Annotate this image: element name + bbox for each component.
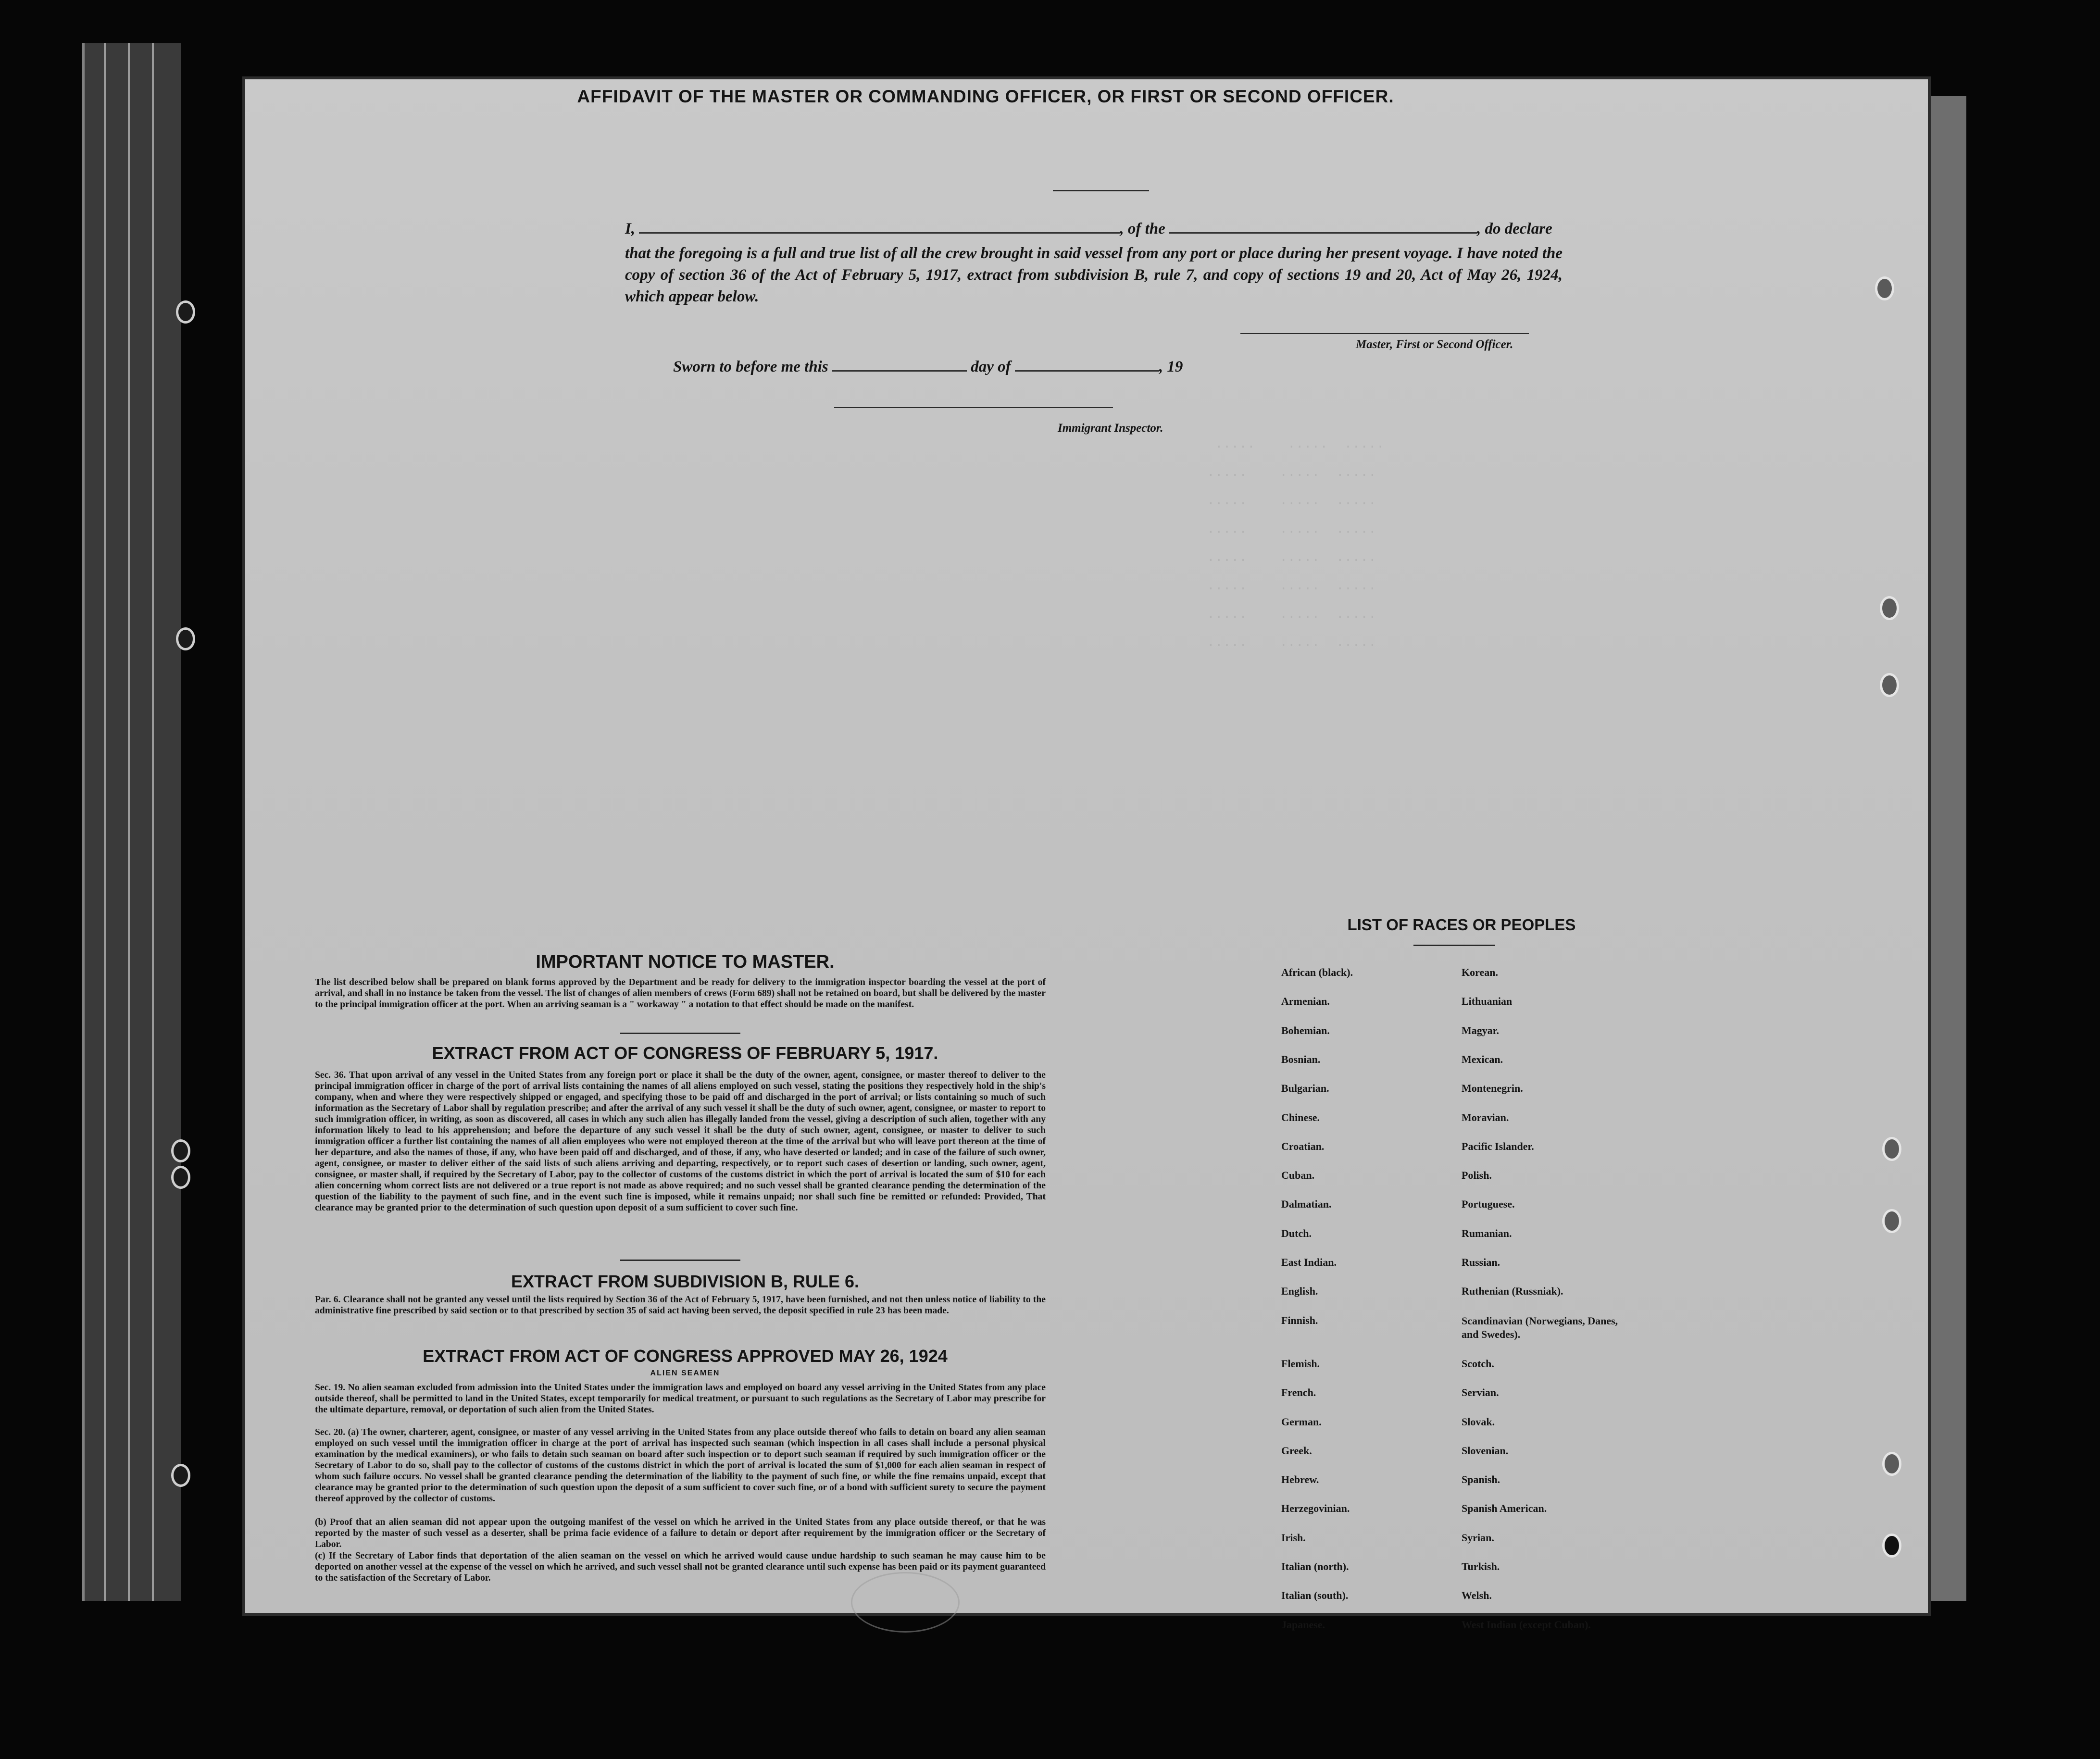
master-signature-line[interactable] [1240,333,1529,334]
race-item: Slovak. [1462,1415,1495,1428]
race-item: Slovenian. [1462,1444,1509,1457]
race-item: French. [1281,1386,1316,1399]
race-item: Welsh. [1462,1589,1492,1602]
race-item: Russian. [1462,1256,1500,1268]
race-item: Spanish. [1462,1473,1500,1486]
race-item: Spanish American. [1462,1502,1547,1515]
race-item: Rumanian. [1462,1227,1512,1239]
divider [620,1260,740,1261]
page-edge [152,43,154,1601]
race-item: West Indian (except Cuban). [1462,1618,1591,1631]
declaration-i: I, [625,220,636,237]
race-item: Dalmatian. [1281,1198,1332,1210]
race-item: Croatian. [1281,1140,1325,1152]
race-item: African (black). [1281,966,1353,978]
master-signature-caption: Master, First or Second Officer. [1356,338,1513,351]
race-item: Bulgarian. [1281,1082,1329,1095]
race-item: Korean. [1462,966,1498,978]
declaration-declare: , do declare [1477,220,1552,237]
punch-hole [1875,276,1894,300]
punch-hole [1882,1452,1901,1476]
sworn-prefix: Sworn to before me this [673,358,828,375]
race-item: Mexican. [1462,1053,1503,1065]
races-title: LIST OF RACES OR PEOPLES [1347,916,1576,934]
race-item: Montenegrin. [1462,1082,1523,1095]
sworn-year: , 19 [1159,358,1183,375]
sec20a-body: Sec. 20. (a) The owner, charterer, agent, consignee, or master of any vessel arriving in the United States from any place outside thereof who fails to detain on board any alien seaman employed on such vessel until the immigration officer in charge at the port of arrival has inspected such seaman (which inspection in all cases shall include a personal physical examination by the medical examiners), or who fails to detain such seaman on board after such inspection or to deport such seaman if required by such immigration officer or the Secretary of Labor to do so, shall pay to the collector of customs of the customs district in which the port of arrival is located the sum of $1,000 for each alien seaman in respect of whom such failure occurs. No vessel shall be granted clearance pending the determination of the liability to the payment of such fine, or while the fine remains unpaid, except that clearance may be granted prior to the determination of such question upon the deposit of a sum sufficient to cover such fine, or of a bond with sufficient surety to secure the payment thereof approved by the collector of customs. [315,1427,1046,1504]
race-item: Ruthenian (Russniak). [1462,1285,1563,1297]
page-edge [128,43,130,1601]
race-item: Armenian. [1281,995,1330,1008]
faint-stamp [851,1572,960,1633]
race-item: East Indian. [1281,1256,1337,1268]
alien-seamen-subtitle: ALIEN SEAMEN [650,1369,720,1377]
punch-hole [1880,596,1899,620]
race-item: Scotch. [1462,1357,1494,1370]
page-edge [104,43,106,1601]
binder-hole [176,300,195,324]
race-item: German. [1281,1415,1322,1428]
race-item: Portuguese. [1462,1198,1515,1210]
race-item: Scandinavian (Norwegians, Danes, and Swedes). [1462,1314,1618,1340]
binder-hole [176,627,195,650]
punch-hole [1880,673,1899,697]
race-item: Lithuanian [1462,995,1512,1008]
race-item: Polish. [1462,1169,1492,1182]
extract-1917-body: Sec. 36. That upon arrival of any vessel in the United States from any foreign port or place it shall be the duty of the owner, agent, consignee, or master thereof to deliver to the principal immigration officer in charge of the port of arrival lists containing the names of all aliens employed on such vessel, stating the positions they respectively hold in the ship's company, when and where they were respectively shipped or engaged, and specifying those to be paid off and discharged in the port of arrival; or lists containing so much of such information as the Secretary of Labor shall by regulation prescribe; and after the arrival of any such vessel it shall be the duty of such owner, agent, consignee, or master to report to such immigration officer, in writing, as soon as discovered, all cases in which any such alien has illegally landed from the vessel, giving a description of such alien, together with any information likely to lead to his apprehension; and before the departure of any such vessel it shall be the duty of such owner, agent, consignee, or master to deliver to such immigration officer a further list containing the names of all alien employees who were not employed thereon at the time of the arrival but who will leave port thereon at the time of her departure, and also the names of those, if any, who have been paid off and discharged, and of those, if any, who have deserted or landed; and in case of the failure of such owner, agent, consignee, or master to deliver either of the said lists of such aliens arriving and departing, respectively, or to report such cases of desertion or landing, such owner, agent, consignee, or master shall, if required by the Secretary of Labor, pay to the collector of customs of the customs district in which the port of arrival is located the sum of $10 for each alien concerning whom correct lists are not delivered or a true report is not made as above required; and no such vessel shall be granted clearance pending the determination of the question of the liability to the payment of such fine, and in the event such fine is imposed, while it remains unpaid; nor shall such fine be remitted or refunded: Provided, That clearance may be granted prior to the determination of such question upon deposit of a sum sufficient to cover such fine. [315,1070,1046,1213]
vessel-name-blank[interactable] [1169,219,1477,234]
race-item: Cuban. [1281,1169,1315,1182]
binder-hole [171,1464,190,1487]
punch-hole [1882,1534,1901,1558]
divider [620,1033,740,1034]
sworn-line [673,357,1183,376]
punch-hole [1882,1137,1901,1161]
race-item: Italian (north). [1281,1560,1349,1572]
race-item: Magyar. [1462,1024,1500,1036]
race-item: Irish. [1281,1531,1306,1544]
notice-body: The list described below shall be prepared on blank forms approved by the Department and be ready for delivery to the immigration inspector boarding the vessel at the port of arrival, and shall in no instance be taken from the vessel. The list of changes of alien members of crews (Form 689) shall not be retained on board, but shall be delivered by the master to the principal immigration officer at the port. When an arriving seaman is a " workaway " a notation to that effect should be made on the manifest. [315,977,1046,1010]
rule6-body: Par. 6. Clearance shall not be granted any vessel until the lists required by Section 36 of the Act of February 5, 1917, have been furnished, and not then unless notice of liability to the administrative fine prescribed by said section or to that prescribed by section 35 of said act having been served, the deposit specified in rule 23 has been made. [315,1295,1046,1316]
race-item: Turkish. [1462,1560,1500,1572]
punch-hole [1882,1209,1901,1233]
divider [1053,190,1149,191]
race-item: Dutch. [1281,1227,1312,1239]
rule6-title: EXTRACT FROM SUBDIVISION B, RULE 6. [511,1272,860,1291]
binder-strip [82,43,181,1601]
declaration-of-the: , of the [1120,220,1165,237]
race-item: Bosnian. [1281,1053,1321,1065]
notice-title: IMPORTANT NOTICE TO MASTER. [536,952,835,972]
bleed-through-text: ..... ..... ..... ..... ..... ..... ..... ..... ..... ..... ..... ..... ..... ..... ..... ..... ..... ..... ..... ..... ..... ..... ..... ..... [1207,437,1385,650]
divider [1413,945,1495,946]
race-item: English. [1281,1285,1318,1297]
race-item: Flemish. [1281,1357,1320,1370]
sec20c-body: (c) If the Secretary of Labor finds that deportation of the alien seaman on the vessel on which he arrived would cause undue hardship to such seaman he may cause him to be deported on another vessel at the expense of the vessel on which he arrived, and such vessel shall not be granted clearance until such expense has been paid or its payment guaranteed to the satisfaction of the Secretary of Labor. [315,1551,1046,1583]
inspector-signature-caption: Immigrant Inspector. [1058,422,1163,435]
race-item: Servian. [1462,1386,1499,1399]
race-item: Herzegovinian. [1281,1502,1350,1515]
sworn-month-blank[interactable] [1015,357,1159,372]
sworn-day-label: day of [971,358,1011,375]
extract-1924-title: EXTRACT FROM ACT OF CONGRESS APPROVED MAY 26, 1924 [423,1346,948,1366]
race-item: Hebrew. [1281,1473,1319,1486]
race-item: Bohemian. [1281,1024,1330,1036]
race-item: Italian (south). [1281,1589,1349,1602]
sec19-body: Sec. 19. No alien seaman excluded from admission into the United States under the immigration laws and employed on board any vessel arriving in the United States from any place outside thereof, shall be permitted to land in the United States, except temporarily for medical treatment, or pursuant to such regulations as the Secretary of Labor may prescribe for the ultimate departure, removal, or deportation of such alien from the United States. [315,1383,1046,1415]
race-item: Pacific Islander. [1462,1140,1534,1152]
master-name-blank[interactable] [639,219,1120,234]
declaration-line [625,219,1562,238]
race-item: Greek. [1281,1444,1312,1457]
affidavit-body: that the foregoing is a full and true list of all the crew brought in said vessel from any port or place during her present voyage. I have noted the copy of section 36 of the Act of February 5, 1917, extract from subdivision B, rule 7, and copy of sections 19 and 20, Act of May 26, 1924, which appear below. [625,245,1562,305]
race-item: Finnish. [1281,1314,1318,1326]
race-item: Japanese. [1281,1618,1325,1631]
affidavit-title: AFFIDAVIT OF THE MASTER OR COMMANDING OFFICER, OR FIRST OR SECOND OFFICER. [577,87,1394,106]
binder-hole [171,1166,190,1189]
race-item: Chinese. [1281,1111,1320,1123]
sworn-day-blank[interactable] [832,357,967,372]
sec20b-body: (b) Proof that an alien seaman did not appear upon the outgoing manifest of the vessel on which he arrived in the United States from any place outside thereof, or that he was reported by the master of such vessel as a deserter, shall be prima facie evidence of a failure to detain or deport after requirement by the immigration officer or the Secretary of Labor. [315,1517,1046,1549]
inspector-signature-line[interactable] [834,407,1113,408]
binder-hole [171,1139,190,1162]
race-item: Moravian. [1462,1111,1509,1123]
race-item: Syrian. [1462,1531,1494,1544]
extract-1917-title: EXTRACT FROM ACT OF CONGRESS OF FEBRUARY 5, 1917. [432,1043,938,1063]
